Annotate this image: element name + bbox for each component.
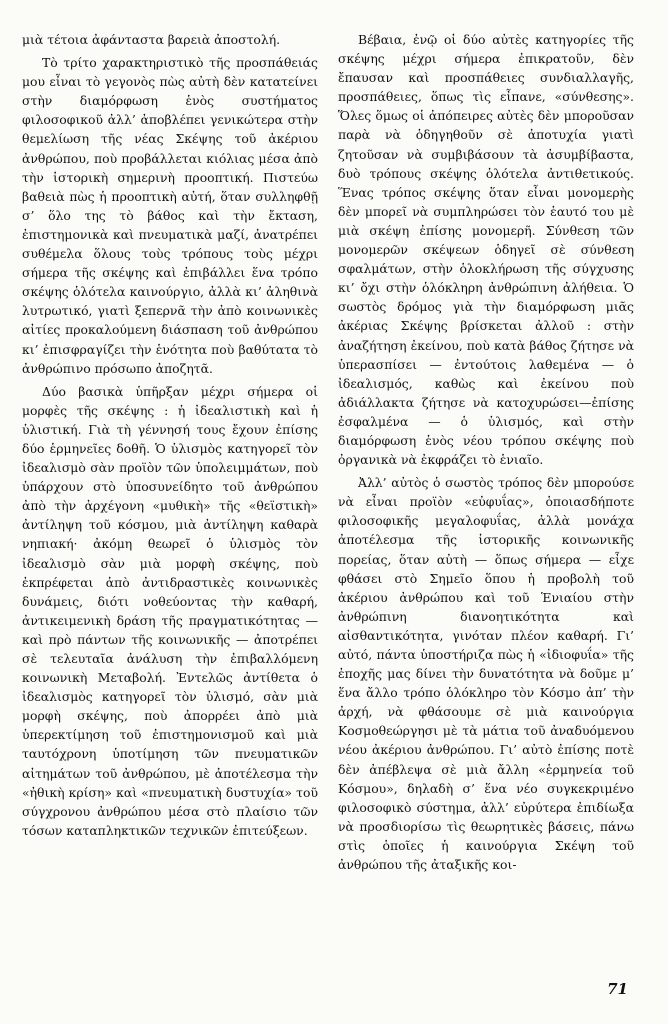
paragraph: Τὸ τρίτο χαρακτηριστικὸ τῆς προσπάθειάς μου εἶναι τὸ γεγονὸς πὼς αὐτὴ δὲν κατατείνει στὴν διαμόρφωση ἑνὸς συστήματος φιλοσοφικοῦ ἀλλ’ ἀποβλέπει γενικώτερα στὴν θεμελίωση τῆς νέας Σκέψης τοῦ ἀκέριου ἀνθρώπου, ποὺ προβάλλεται κιόλιας μέσα ἀπὸ τὴν ἱστορικὴ σημερινὴ προοπτική. Πιστεύω βαθειὰ πὼς ἡ προοπτικὴ αὐτή, ὅταν συλληφθῇ σ’ ὅλο της τὸ βάθος καὶ τὴν ἔκταση, ἐπιστημονικὰ καὶ πνευματικὰ μαζί, ἀνατρέπει συθέμελα ὅλους τοὺς τρόπους τοὺς μέχρι σήμερα τῆς σκέψης καὶ ἐπιβάλλει ἕνα τρόπο σκέψης ὁλότελα καινούργιο, ἀλλὰ κι’ ἀληθινὰ λυτρωτικό, γιατὶ ξεπερνᾶ τὴν ἀπὸ κοινωνικὲς αἰτίες προκαλούμενη διάσπαση τοῦ ἀνθρώπου κι’ ἐπισφραγίζει τὴν ἑνότητα ποὺ βαθύτατα τὸ ἀνθρώπινο πρόσωπο ἀποζητᾶ. <box>22 55 318 376</box>
paragraph: Βέβαια, ἐνῷ οἱ δύο αὐτὲς κατηγορίες τῆς σκέψης μέχρι σήμερα ἐπικρατοῦν, δὲν ἔπαυσαν καὶ προσπάθειες συνδιαλλαγῆς, προσπάθειες, ὅπως τὶς εἶπανε, «σύνθεσης». Ὅλες ὅμως οἱ ἀπόπειρες αὐτὲς δὲν μποροῦσαν παρὰ νὰ ὁδηγηθοῦν σὲ ἀποτυχία γιατὶ ζητοῦσαν νὰ συμβιβάσουν τὰ ἀσυμβίβαστα, δυὸ τρόπους σκέψης ὁλότελα ἀντιθετικούς. Ἕνας τρόπος σκέψης ὅταν εἶναι μονομερὴς δὲν μπορεῖ νὰ συμπληρώσει τὸν ἑαυτό του μὲ μιὰ σκέψη ἐπίσης μονομερῆ. Σύνθεση τῶν μονομερῶν σκέψεων ὁδηγεῖ σὲ σύνθεση σφαλμάτων, στὴν ὁλοκλήρωση τῆς σύγχυσης κι’ ὄχι στὴν ὁλόκληρη ἀνθρώπινη ἀλήθεια. Ὁ σωστὸς δρόμος γιὰ τὴν διαμόρφωση μιᾶς ἀκέριας Σκέψης βρίσκεται ἀλλοῦ : στὴν ἀναζήτηση ἐκείνου, ποὺ κατὰ βάθος ζήτησε νὰ ὑπερασπίσει — ἐντούτοις λαθεμένα — ὁ ἰδεαλισμός, καθὼς καὶ ἐκείνου ποὺ ἀδιάλλακτα ζήτησε νὰ κατοχυρώσει—ἐπίσης ἐσφαλμένα — ὁ ὑλισμός, καὶ στὴν διαμόρφωση ἑνὸς νέου τρόπου σκέψης ποὺ ὀργανικὰ νὰ ἐκφράζει τὸ ἑνιαῖο. <box>338 32 634 468</box>
right-column <box>338 30 634 874</box>
paragraph: μιὰ τέτοια ἀφάνταστα βαρειὰ ἀποστολή. <box>22 32 281 47</box>
paragraph: Ἀλλ’ αὐτὸς ὁ σωστὸς τρόπος δὲν μπορούσε νὰ εἶναι προϊὸν «εὐφυΐας», ὁποιασδήποτε φιλοσοφικῆς μεγαλοφυΐας, ἀλλὰ μονάχα ἀποτέλεσμα τῆς ἱστορικῆς κοινωνικῆς πορείας, ὅταν αὐτὴ — ὅπως σήμερα — εἶχε φθάσει στὸ Σημεῖο ὅπου ἡ προβολὴ τοῦ ἀκέριου ἀνθρώπου καὶ τοῦ Ἑνιαίου στὴν ἀνθρώπινη διανοητικότητα καὶ αἰσθαντικότητα, γινόταν πλέον καθαρή. Γι’ αὐτό, πάντα ὑποστήριζα πὼς ἡ «ἰδιοφυΐα» τῆς ἐποχῆς μας δίνει τὴν δυνατότητα νὰ δοῦμε μ’ ἕνα ἄλλο τρόπο ὁλόκληρο τὸν Κόσμο ἀπ’ τὴν ἀρχή, νὰ φθάσουμε σὲ μιὰ καινούργια Κοσμοθεώργησι μὲ τὰ μάτια τοῦ ἀναδυόμενου νέου ἀκέριου ἀνθρώπου. Γι’ αὐτὸ ἐπίσης ποτὲ δὲν ἀπέβλεψα σὲ μιὰ ἄλλη «ἑρμηνεία τοῦ Κόσμου», δηλαδὴ σ’ ἕνα νέο συγκεκριμένο φιλοσοφικὸ σύστημα, ἀλλ’ εὐρύτερα ἐπιδίωξα νὰ προσδιορίσω τὶς θεωρητικὲς βάσεις, πάνω στὶς ὁποῖες ἡ καινούργια Σκέψη τοῦ ἀνθρώπου τῆς ἀταξικῆς κοι- <box>338 475 634 873</box>
paragraph: Δύο βασικὰ ὑπῆρξαν μέχρι σήμερα οἱ μορφὲς τῆς σκέψης : ἡ ἰδεαλιστικὴ καὶ ἡ ὑλιστική. Γιὰ τὴ γέννησή τους ἔχουν ἐπίσης δύο ἑρμηνεῖες δοθῆ. Ὁ ὑλισμὸς κατηγορεῖ τὸν ἰδεαλισμὸ σὰν προϊὸν τῶν ὑπολειμμάτων, ποὺ ὑπάρχουν στὸ ὑποσυνείδητο τοῦ ἀνθρώπου ἀπὸ τὴν ἀρχέγονη «μυθικὴ» τῆς «θεϊστικὴ» ἀντίληψη τοῦ κόσμου, μιὰ ἀντίληψη καθαρὰ νηπιακή· ἀκόμη θεωρεῖ ὁ ὑλισμὸς τὸν ἰδεαλισμὸ σὰν μιὰ μορφὴ σκέψης, ποὺ ἐκπρέφεται ἀπὸ ἀντιδραστικὲς κοινωνικὲς δυνάμεις, διότι νοθεύοντας τὴν καθαρή, ἀντικειμενικὴ δράση τῆς πραγματικότητας — καὶ πρὸ πάντων τῆς κοινωνικῆς — ἀποτρέπει σὲ τελευταῖα ἀνάλυση τὴν ἐπιβαλλόμενη κοινωνικὴ Μεταβολή. Ἐντελῶς ἀντίθετα ὁ ἰδεαλισμὸς κατηγορεῖ τὸν ὑλισμό, σὰν μιὰ μορφὴ σκέψης, ποὺ ἀπορρέει ἀπὸ μιὰ ὑπερεκτίμηση τοῦ ἐπιστημονισμοῦ καὶ μιὰ ταυτόχρονη ὑποτίμηση τῶν πνευματικῶν αἰτημάτων τοῦ ἀνθρώπου, μὲ ἀποτέλεσμα τὴν «ἠθικὴ κρίση» καὶ «πνευματικὴ δυστυχία» τοῦ σύγχρονου ἀνθρώπου μέσα στὸ πλαίσιο τῶν τόσων καταπληκτικῶν τεχνικῶν ἐπιτεύξεων. <box>22 383 318 838</box>
left-column <box>22 30 318 840</box>
page-number: 71 <box>607 980 628 998</box>
